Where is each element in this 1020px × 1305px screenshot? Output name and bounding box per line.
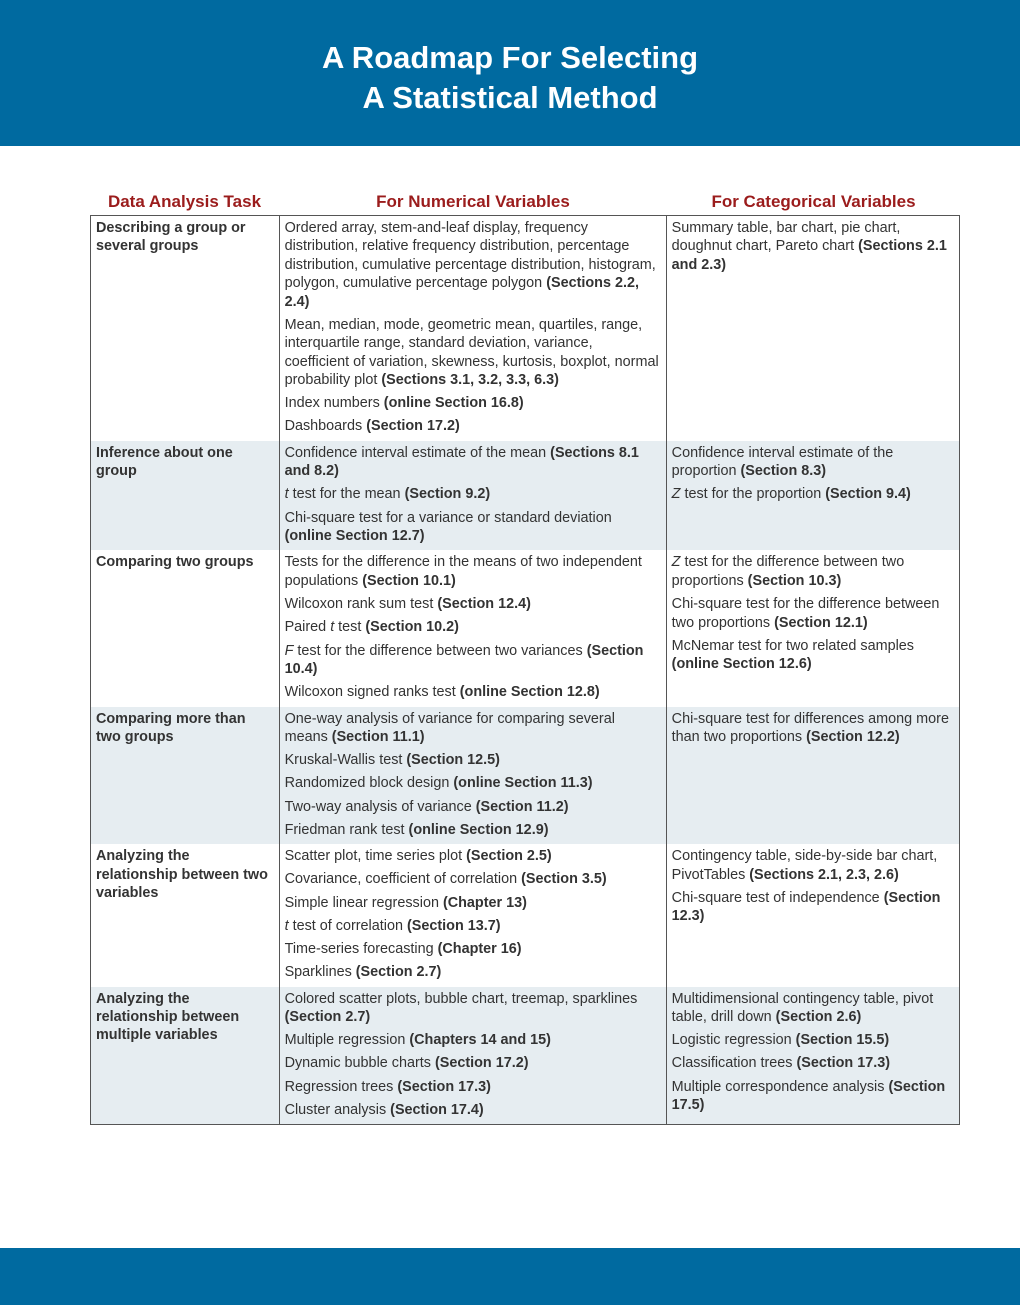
title-line-1: A Roadmap For Selecting [321, 40, 699, 75]
method-entry [285, 847, 661, 865]
method-text: McNemar test for two related samples [671, 637, 914, 654]
categorical-methods-cell [667, 550, 959, 706]
table-row [91, 844, 959, 986]
method-entry [285, 940, 661, 958]
section-reference: (Section 12.3) [671, 889, 941, 925]
section-reference: (Section 12.1) [774, 614, 868, 631]
section-reference: (Section 17.3) [397, 1078, 491, 1095]
method-text: One-way analysis of variance for comparing several means [284, 710, 615, 745]
method-entry [285, 1054, 661, 1072]
method-text: Kruskal-Wallis test [284, 752, 407, 769]
section-reference: (Sections 2.2, 2.4) [284, 275, 639, 310]
section-reference: (Section 17.3) [796, 1055, 891, 1072]
roadmap-table [90, 188, 960, 1125]
method-text: Friedman rank test [284, 821, 409, 838]
section-reference: (online Section 12.7) [284, 528, 425, 545]
table-row [91, 550, 959, 706]
method-text: Chi-square test for a variance or standard deviation [284, 509, 612, 526]
categorical-methods-cell [667, 216, 959, 441]
section-reference: (online Section 11.3) [453, 775, 593, 792]
numerical-methods-cell [280, 441, 667, 551]
section-reference: (Section 17.4) [390, 1101, 484, 1118]
section-reference: (Section 9.2) [404, 486, 491, 503]
method-entry [285, 642, 661, 679]
method-entry [672, 847, 954, 884]
section-reference: (Chapters 14 and 15) [409, 1032, 551, 1049]
section-reference: (Section 12.2) [806, 728, 900, 745]
section-reference: (Chapter 16) [437, 940, 522, 957]
section-reference: (Section 2.6) [775, 1008, 862, 1025]
method-entry [285, 751, 661, 769]
section-reference: (Sections 3.1, 3.2, 3.3, 6.3) [381, 372, 559, 389]
section-reference: (Section 12.5) [406, 752, 500, 769]
method-entry [672, 553, 954, 590]
method-text: Classification trees [671, 1055, 797, 1072]
task-cell: Inference about one group [91, 441, 280, 551]
method-entry [285, 683, 661, 701]
section-reference: (Section 2.7) [355, 964, 442, 981]
footer-banner [0, 1248, 1020, 1305]
column-heading-task: Data Analysis Task [107, 192, 262, 211]
method-text: Wilcoxon rank sum test [284, 596, 438, 613]
method-text: Summary table, bar chart, pie chart, doughnut chart, Pareto chart [671, 220, 901, 255]
task-cell: Comparing two groups [91, 550, 280, 706]
section-reference: (Section 10.3) [747, 572, 842, 589]
method-entry [285, 1078, 661, 1096]
section-reference: (Section 11.2) [475, 798, 569, 815]
method-text: Dynamic bubble charts [284, 1055, 435, 1072]
method-entry [672, 444, 954, 481]
statistic-symbol: t [284, 917, 289, 934]
task-cell: Comparing more than two groups [91, 707, 280, 845]
method-entry [285, 553, 661, 590]
method-entry [285, 710, 661, 747]
section-reference: (Section 17.5) [671, 1078, 946, 1113]
statistic-symbol: Z [671, 554, 681, 571]
statistic-symbol: t [284, 486, 289, 503]
section-reference: (Sections 8.1 and 8.2) [284, 444, 639, 480]
method-text: Logistic regression [671, 1032, 796, 1049]
section-reference: (Section 10.2) [365, 619, 459, 636]
task-cell: Analyzing the relationship between multiple variables [91, 987, 280, 1125]
method-entry [285, 595, 661, 613]
method-entry [285, 417, 661, 435]
table-row [91, 707, 959, 845]
section-reference: (online Section 12.9) [408, 821, 549, 838]
categorical-methods-cell [667, 707, 959, 845]
method-entry [285, 870, 661, 888]
section-reference: (online Section 16.8) [383, 395, 524, 412]
method-entry [672, 595, 954, 632]
method-text: Simple linear regression [284, 894, 443, 911]
section-reference: (Section 8.3) [740, 463, 827, 480]
method-text: Mean, median, mode, geometric mean, quartiles, range, interquartile range, standard deviation, variance, coefficient of variation, skewness, kurtosis, boxplot, normal probability plot [284, 316, 659, 389]
method-entry [672, 1054, 954, 1072]
method-text: Index numbers [284, 395, 384, 412]
method-entry [285, 394, 661, 412]
method-entry [672, 485, 954, 503]
method-text: Chi-square test of independence [671, 889, 884, 906]
section-reference: (Section 9.4) [825, 486, 911, 503]
section-reference: (Section 3.5) [521, 871, 607, 888]
method-text: test for the proportion [680, 486, 826, 503]
numerical-methods-cell [280, 707, 667, 845]
method-entry [285, 917, 661, 935]
section-reference: (Sections 2.1, 2.3, 2.6) [749, 866, 899, 883]
method-entry [672, 990, 954, 1027]
section-reference: (Section 15.5) [795, 1032, 890, 1049]
method-text: Multiple correspondence analysis [671, 1078, 889, 1095]
section-reference: (Section 12.4) [437, 596, 531, 613]
method-entry [285, 618, 661, 636]
statistic-symbol: Z [671, 486, 681, 503]
method-text: test for the difference between two proportions [671, 554, 905, 589]
method-text: Covariance, coefficient of correlation [284, 871, 522, 888]
method-entry [285, 990, 661, 1027]
section-reference: (Section 2.5) [466, 848, 552, 865]
title-banner [0, 0, 1020, 146]
table-row [91, 216, 959, 441]
numerical-methods-cell [280, 844, 667, 986]
method-text: Confidence interval estimate of the mean [284, 444, 551, 461]
method-entry [672, 219, 954, 274]
method-text: test for the difference between two variances [293, 642, 587, 659]
section-reference: (Sections 2.1 and 2.3) [671, 238, 947, 273]
statistic-symbol: F [284, 642, 294, 659]
method-text: Regression trees [284, 1078, 398, 1095]
section-reference: (Section 17.2) [434, 1055, 529, 1072]
column-heading-categorical: For Categorical Variables [711, 192, 916, 211]
table-body [90, 215, 960, 1125]
task-cell: Describing a group or several groups [91, 216, 280, 441]
section-reference: (online Section 12.6) [671, 656, 812, 673]
method-text: Confidence interval estimate of the proportion [671, 444, 894, 480]
method-text: Scatter plot, time series plot [284, 848, 467, 865]
method-text: Randomized block design [284, 775, 454, 792]
method-entry [285, 821, 661, 839]
method-text: Colored scatter plots, bubble chart, treemap, sparklines [284, 990, 638, 1007]
section-reference: (Section 2.7) [284, 1008, 371, 1025]
method-entry [285, 219, 661, 311]
title-line-2: A Statistical Method [362, 80, 658, 115]
task-cell: Analyzing the relationship between two variables [91, 844, 280, 986]
categorical-methods-cell [667, 441, 959, 551]
section-reference: (Section 10.4) [284, 642, 644, 677]
method-entry [285, 1031, 661, 1049]
method-prefix: Paired [284, 619, 331, 636]
method-text: Ordered array, stem-and-leaf display, frequency distribution, relative frequency distribution, percentage distribution, cumulative percentage distribution, histogram, polygon, cumulative percentage polygon [284, 220, 656, 292]
method-text: Multiple regression [284, 1032, 410, 1049]
table-row [91, 987, 959, 1125]
section-reference: (Section 10.1) [362, 572, 456, 589]
method-entry [285, 444, 661, 481]
method-text: test of correlation [288, 917, 407, 934]
method-entry [285, 316, 661, 390]
method-text: Contingency table, side-by-side bar chart, PivotTables [671, 848, 938, 883]
method-entry [285, 798, 661, 816]
method-entry [285, 1101, 661, 1119]
section-reference: (Chapter 13) [442, 894, 527, 911]
method-text: Tests for the difference in the means of two independent populations [284, 554, 642, 589]
numerical-methods-cell [280, 216, 667, 441]
method-text: Multidimensional contingency table, pivot table, drill down [671, 990, 934, 1025]
method-text: Sparklines [284, 964, 356, 981]
method-entry [285, 485, 661, 503]
numerical-methods-cell [280, 550, 667, 706]
categorical-methods-cell [667, 987, 959, 1125]
method-text: Chi-square test for the difference between two proportions [671, 596, 940, 631]
method-text: Cluster analysis [284, 1101, 391, 1118]
section-reference: (online Section 12.8) [459, 684, 600, 701]
numerical-methods-cell [280, 987, 667, 1125]
method-entry [672, 637, 954, 674]
section-reference: (Section 13.7) [406, 917, 501, 934]
section-reference: (Section 11.1) [331, 728, 425, 745]
method-entry [672, 710, 954, 747]
method-text: Two-way analysis of variance [284, 798, 476, 815]
method-text: Chi-square test for differences among more than two proportions [671, 710, 949, 745]
column-heading-numerical: For Numerical Variables [376, 192, 570, 211]
method-text: test for the mean [288, 486, 405, 503]
method-entry [285, 509, 661, 546]
method-entry [285, 774, 661, 792]
table-row [91, 441, 959, 551]
method-entry [285, 963, 661, 981]
method-entry [672, 1078, 954, 1115]
section-reference: (Section 17.2) [366, 418, 460, 435]
method-entry [672, 889, 954, 926]
method-text: test [334, 619, 366, 636]
method-text: Time-series forecasting [284, 940, 438, 957]
categorical-methods-cell [667, 844, 959, 986]
statistic-symbol: t [330, 619, 335, 636]
table-header-row [90, 188, 960, 215]
method-text: Dashboards [284, 418, 367, 435]
page-title [0, 38, 1020, 118]
method-text: Wilcoxon signed ranks test [284, 684, 460, 701]
method-entry [285, 894, 661, 912]
method-entry [672, 1031, 954, 1049]
